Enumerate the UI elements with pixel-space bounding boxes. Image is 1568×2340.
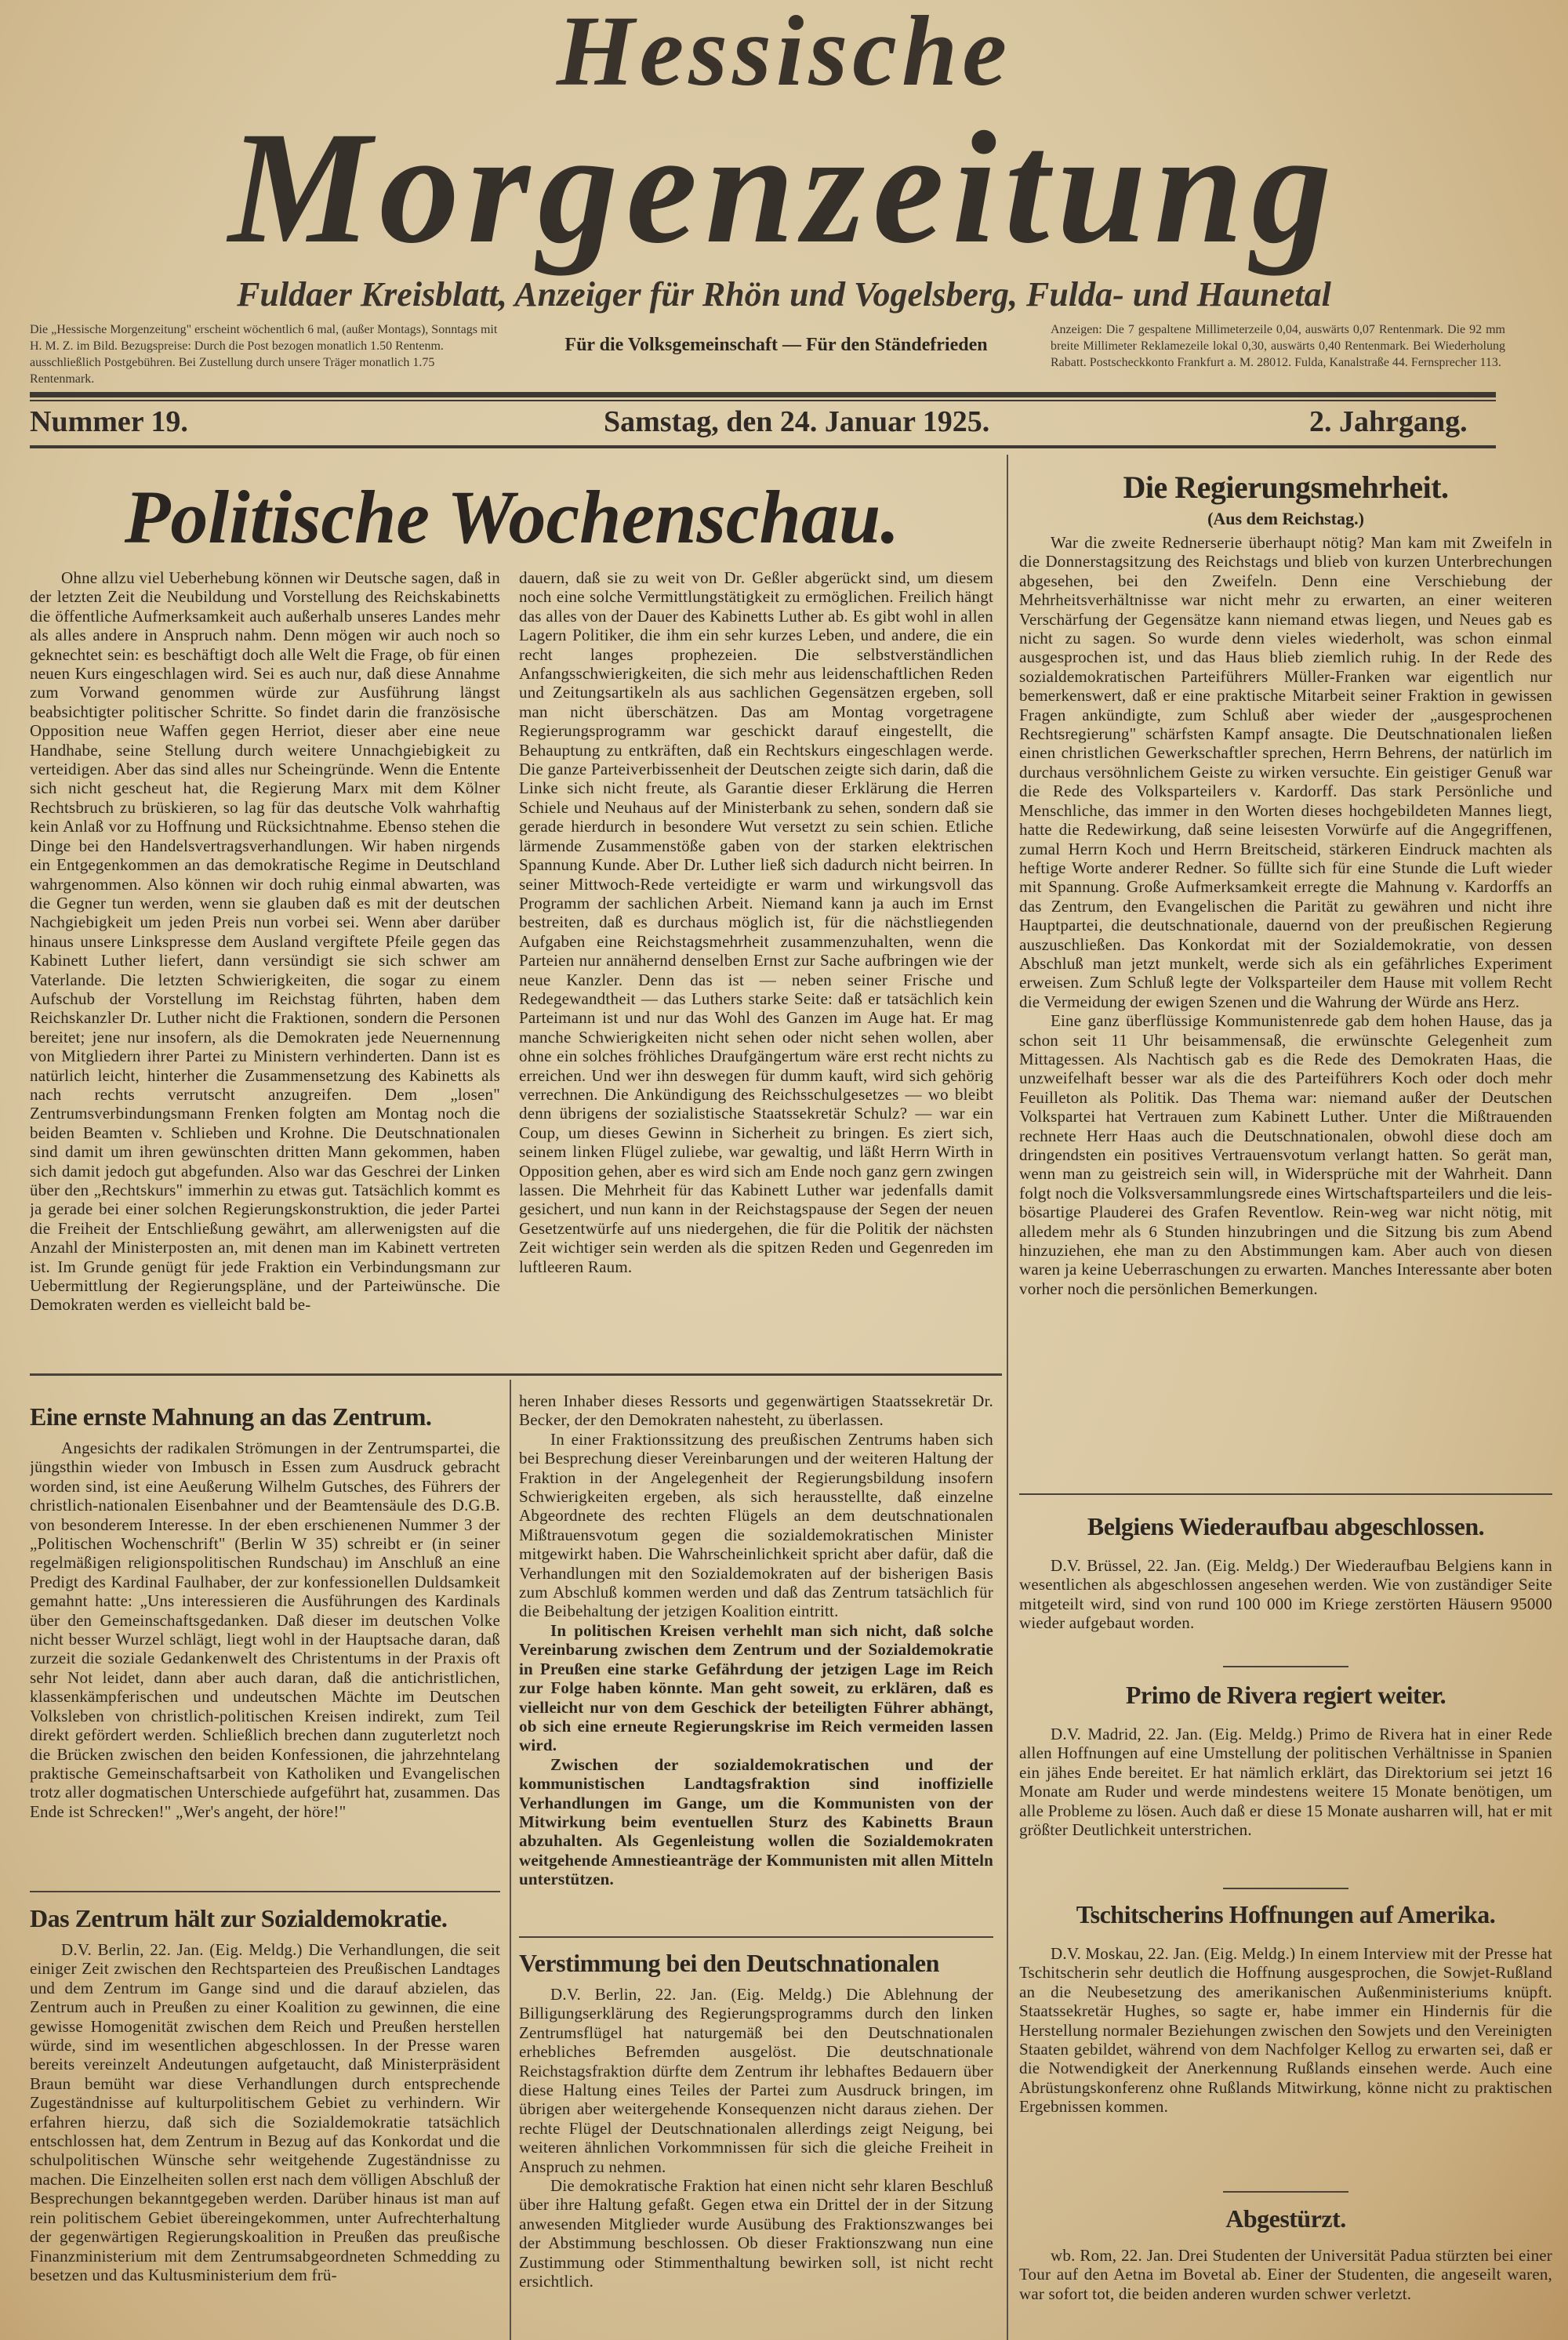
paragraph: Angesichts der radikalen Strömungen in der Zentrumspartei, die jüngsthin wieder von Imbusch in Essen zum Ausdruck gebracht worden sind, ist eine Aeußerung Wilhelm Gutsches, des Führers der christlich-nationalen Eisenbahner und der Beamtensäule des D.G.B. von besonderem Interesse. In der eben erschienenen Nummer 3 der „Politischen Wochenschrift" (Berlin W 35) schreibt er (in seiner regelmäßigen religionspolitischen Rundschau) im Anschluß an eine Predigt des Kardinal Faulhaber, der zur konfessionellen Duldsamkeit gemahnt hatte: „Uns interessieren die Ausführungen des Kardinals über den Gemeinschaftsgedanken. Daß dieser im deutschen Volke nicht besser Wurzel schlägt, liegt wohl in der Hauptsache daran, daß zurzeit die soziale Gedankenwelt des Christentums in der Praxis oft sehr Not leidet, dann aber auch daran, daß die antichristlichen, klassenkämpferischen und undeutschen Mächte im Deutschen Volksleben von christlich-politischen Kreisen indirekt, zum Teil direkt gefördert werden. Schließlich brechen dann zuguterletzt noch die Brücken zwischen den beiden Konfessionen, die jahrzehntelang praktische Gemeinschaftsarbeit von Katholiken und Evangelischen trotz aller dogmatischen Unterschiede aufgeführt hat, zusammen. Das Ende ist Schrecken!" „Wer's angeht, der höre!": [30, 1438, 500, 1821]
paragraph: D.V. Madrid, 22. Jan. (Eig. Meldg.) Primo de Rivera hat in einer Rede allen Hoffnungen auf eine Umstellung der politischen Verhältnisse in Spanien ein jähes Ende bereitet. Er hat nämlich erklärt, das Direktorium sei jetzt 16 Monate am Ruder und werde mindestens weitere 15 Monate benötigen, um alle Probleme zu lösen. Auch daß er diese 15 Monate ausharren will, hat er mit größter Deutlichkeit unterstrichen.: [1019, 1725, 1552, 1840]
article-body-verstimmung: [519, 1985, 993, 2340]
paragraph: D.V. Moskau, 22. Jan. (Eig. Meldg.) In einem Interview mit der Presse hat Tschitscherin sehr deutlich die Hoffnung ausgesprochen, die Sowjet-Rußland an die Neubesetzung des amerikanischen Außenministeriums knüpft. Staatssekretär Hughes, so sagte er, habe immer ein Hindernis für die Herstellung normaler Beziehungen zwischen den Sowjets und den Vereinigten Staaten gebildet, während von dem Nachfolger Kellog zu erwarten sei, daß er die Notwendigkeit der Anerkennung Rußlands einsehen werde. Auch eine Abrüstungskonferenz ohne Rußlands Mitwirkung, könne nicht zu praktischen Ergebnissen kommen.: [1019, 1944, 1552, 2117]
article-title-regierungsmehrheit: Die Regierungsmehrheit.: [1123, 470, 1449, 505]
article-body-mahnung: [30, 1438, 500, 1885]
issue-volume: 2. Jahrgang.: [1309, 405, 1468, 438]
paragraph: In einer Fraktionssitzung des preußischen Zentrums haben sich bei Besprechung dieser Vereinbarungen und der weiteren Haltung der Fraktion in der Angelegenheit der Regierungsbildung insofern Schwierigkeiten ergeben, als sich herausstellte, daß einzelne Abgeordnete des rechten Flügels an dem deutschnationalen Mißtrauensvotum gegen die sozialdemokratischen Minister mitgewirkt haben. Die Wahrscheinlichkeit spricht aber dafür, daß die Verhandlungen mit den Sozialdemokraten auf der bisherigen Basis zum Abschluß kommen werden und daß das Zentrum tatsächlich für die Beibehaltung der jetzigen Koalition eintritt.: [519, 1429, 993, 1621]
masthead-title: Morgenzeitung: [228, 99, 1340, 277]
article-body-zentrum-continued: [519, 1391, 993, 1928]
paragraph: In politischen Kreisen verhehlt man sich nicht, daß solche Vereinbarung zwischen dem Zentrum und der Sozialdemokratie in Preußen eine starke Gefährdung der jetzigen Lage im Reich zur Folge haben könnte. Man geht soweit, zu erklären, daß es vielleicht nur von dem Geschick der beteiligten Führer abhängt, ob sich eine erneute Regierungskrise im Reich vermeiden lassen wird.: [519, 1620, 993, 1755]
masthead-rule: [30, 392, 1496, 401]
article-body-tschitscherin: [1019, 1944, 1552, 2179]
column-divider: [510, 1380, 511, 2340]
dateline-rule: [30, 445, 1496, 448]
article-divider: [519, 1936, 993, 1938]
article-title-wochenschau: Politische Wochenschau.: [124, 475, 900, 559]
paragraph: D.V. Berlin, 22. Jan. (Eig. Meldg.) Die Ablehnung der Billigungserklärung des Regierungsprogramms durch den linken Zentrumsflügel hat naturgemäß bei den Deutschnationalen erhebliches Befremden ausgelöst. Die deutschnationale Reichstagsfraktion dürfte dem Zentrum ihr lebhaftes Bedauern über diese Haltung eines Teiles der Partei zum Ausdruck bringen, im übrigen aber weitergehende Konsequenzen nicht daraus ziehen. Der rechte Flügel der Deutschnationalen allerdings zeigt Neigung, bei weiteren ähnlichen Vorkommnissen für sich die gleiche Freiheit in Anspruch zu nehmen.: [519, 1985, 993, 2176]
article-divider: [1223, 1666, 1348, 1667]
paragraph: Die demokratische Fraktion hat einen nicht sehr klaren Beschluß über ihre Haltung gefaßt. Gegen etwa ein Drittel der in der Sitzung anwesenden Mitglieder wurde Ausübung des Fraktionszwanges bei der Abstimmung beschlossen. Ob dieser Fraktionszwang nun eine Zustimmung oder Stimmenthaltung bewirken soll, ist nicht recht ersichtlich.: [519, 2176, 993, 2291]
article-body-zentrum: [30, 1940, 500, 2340]
article-title-tschitscherin: Tschitscherins Hoffnungen auf Amerika.: [1076, 1900, 1496, 1928]
article-body-regierungsmehrheit: [1019, 533, 1552, 1486]
article-title-zentrum: Das Zentrum hält zur Sozialdemokratie.: [30, 1904, 448, 1932]
paragraph: D.V. Berlin, 22. Jan. (Eig. Meldg.) Die Verhandlungen, die seit einiger Zeit zwischen den Rechtsparteien des Preußischen Landtages und dem Zentrum im Gange sind und die darauf abzielen, das Zentrum auch in Preußen zu einer Koalition zu gewinnen, die eine gewisse Homogenität zwischen dem Reich und Preußen herstellen würde, sind im wesentlichen abgeschlossen. In der Presse waren bereits vereinzelt Andeutungen aufgetaucht, daß Ministerpräsident Braun bemüht war diese Verhandlungen durch entsprechende Zugeständnisse auf kulturpolitischem Gebiet zu verhindern. Wir erfahren hierzu, daß sich die Sozialdemokratie tatsächlich entschlossen hat, dem Zentrum in Bezug auf das Konkordat und die schulpolitischen Wünsche sehr weitgehende Zugeständnisse zu machen. Die Einzelheiten sollen erst nach dem völligen Abschluß der Besprechungen bekanntgegeben werden. Darüber hinaus ist man auf rein politischem Gebiet übereingekommen, unter Aufrechterhaltung der gegenwärtigen Regierungskoalition in Preußen das preußische Finanzministerium mit dem Zentrumsabgeordneten Schmedding zu besetzen und das Kultusministerium dem frü-: [30, 1940, 500, 2284]
article-body-abgestuerzt: [1019, 2246, 1552, 2340]
article-body-belgien: [1019, 1556, 1552, 1654]
article-title-primo: Primo de Rivera regiert weiter.: [1125, 1681, 1446, 1709]
article-title-verstimmung: Verstimmung bei den Deutschnationalen: [519, 1949, 939, 1977]
issue-date: Samstag, den 24. Januar 1925.: [604, 405, 990, 438]
article-title-belgien: Belgiens Wiederaufbau abgeschlossen.: [1087, 1512, 1485, 1540]
article-subtitle-regierungsmehrheit: (Aus dem Reichstag.): [1207, 509, 1364, 528]
article-title-mahnung: Eine ernste Mahnung an das Zentrum.: [30, 1402, 432, 1431]
paragraph: wb. Rom, 22. Jan. Drei Studenten der Universität Padua stürzten bei einer Tour auf den Aetna im Bovetal ab. Einer der Studenten, die angeseilt waren, war sofort tot, die beiden anderen wurden schwer verletzt.: [1019, 2246, 1552, 2303]
article-body-primo: [1019, 1725, 1552, 1881]
paragraph: Ohne allzu viel Ueberhebung können wir Deutsche sagen, daß in der letzten Zeit die Neubildung und Vorstellung des Reichskabinetts die öffentliche Aufmerksamkeit auch außerhalb unseres Landes mehr als alles andere in Anspruch nahm. Denn mögen wir auch noch so geknechtet sein: es beschäftigt doch alle Welt die Frage, ob für einen neuen Kurs eingeschlagen wird. Sei es auch nur, daß diese Annahme zum Vorwand genommen würde zur Ausführung längst beabsichtigter politischer Schritte. So findet darin die französische Opposition neue Waffen gegen Herriot, dieser aber eine neue Handhabe, seine Stellung durch weitere Unnachgiebigkeit zu verteidigen. Aber das sind alles nur Scheingründe. Wenn die Entente sich nicht gescheut hat, die Regierung Marx mit dem Kölner Rechtsbruch zu brüskieren, so lag für das deutsche Volk wahrhaftig kein Anlaß vor zu Hoffnung und Rücksichtnahme. Ebenso stehen die Dinge bei den Handelsvertragsverhandlungen. Wir haben nirgends ein Entgegenkommen an das demokratische Regime in Deutschland wahrgenommen. Also können wir doch ruhig einmal abwarten, was die Gegner tun werden, wenn sie glauben daß es mit der deutschen Nachgiebigkeit um jeden Preis nun vorbei sei. Wenn aber darüber hinaus unsere Linkspresse dem Ausland vergiftete Pfeile gegen das Kabinett Luther liefert, dann versündigt sie sich schwer am Vaterlande. Die letzten Schwierigkeiten, die sogar zu einem Aufschub der Vorstellung im Reichstag führten, haben dem Reichskanzler Dr. Luther nicht die Fraktionen, sondern die Personen bereitet; jene nur insofern, als die Demokraten jede Neuernennung von Mitgliedern ihrer Partei zu Ministern verhinderten. Dann ist es natürlich leicht, hinterher die Zusammensetzung des Kabinetts als nach rechts verrutscht anzugreifen. Dem „losen" Zentrumsverbindungsmann Frenken folgten am Montag noch die beiden Beamten v. Schlieben und Krohne. Die Deutschnationalen sind damit um ihren gewünschten dritten Mann gekommen, haben sich damit jedoch gut abgefunden. Also war das Geschrei der Linken über den „Rechtskurs" immerhin zu etwas gut. Tatsächlich kommt es ja gerade bei einer solchen Regierungskonstruktion, die jeder Partei die Freiheit der Entschließung gewährt, am allerwenigsten auf die Anzahl der Ministerposten an, mit denen man im Kabinett vertreten ist. Im Grunde genügt für jede Fraktion ein Verbindungsmann zur Uebermittlung der Regierungspläne, und der Parteiwünsche. Die Demokraten werden es vielleicht bald be-: [30, 568, 500, 1315]
article-divider: [1019, 1493, 1552, 1495]
article-divider: [30, 1891, 500, 1892]
issue-number: Nummer 19.: [30, 405, 188, 438]
article-body-wochenschau-col2: [519, 568, 993, 1368]
masthead-subtitle: Fuldaer Kreisblatt, Anzeiger für Rhön und Vogelsberg, Fulda- und Haunetal: [237, 275, 1331, 314]
section-divider: [30, 1373, 1002, 1376]
paragraph: dauern, daß sie zu weit von Dr. Geßler abgerückt sind, um diesem noch eine solche Vermittlungstätigkeit zu ermöglichen. Freilich hängt das alles von der Dauer des Kabinetts Luther ab. Es gibt wohl in allen Lagern Politiker, die ihm ein sehr kurzes Leben, und andere, die ein recht langes prophezeien. Die selbstverständlichen Anfangsschwierigkeiten, die sich mehr aus leidenschaftlichen Reden und Zeitungsartikeln als aus sachlichen Gegensätzen ergeben, soll man nicht überschätzen. Das am Montag vorgetragene Regierungsprogramm war geschickt darauf eingestellt, die Behauptung zu entkräften, daß ein Rechtskurs eingeschlagen werde. Die ganze Parteiverbissenheit der Deutschen zeigte sich darin, daß die Linke sich nicht freute, als Garantie dieser Erklärung die Herren Schiele und Neuhaus auf der Ministerbank zu sehen, sondern daß sie gerade hierdurch in besondere Wut versetzt zu sein schien. Etliche lärmende Zusammenstöße gaben von der starken elektrischen Spannung Kunde. Aber Dr. Luther ließ sich dadurch nicht beirren. In seiner Mittwoch-Rede verteidigte er warm und wirkungsvoll das Programm der sachlichen Arbeit. Niemand kann ja auch im Ernst bestreiten, daß es durchaus möglich ist, für die nächstliegenden Aufgaben eine Reichstagsmehrheit zusammenzuhalten, wenn die Parteien nur annähernd denselben Ernst zur Sache aufbringen wie der neue Kanzler. Denn das ist — neben seiner Frische und Redegewandtheit — das Luthers starke Seite: daß er tatsächlich kein Parteimann ist und nur das Wohl des Ganzen im Auge hat. Er mag manche Schwierigkeiten nicht sehen oder nicht sehen wollen, aber ohne ein solches fröhliches Draufgängertum wäre erst recht nichts zu erreichen. Und wer ihn deswegen für dumm kauft, wird sich gehörig verrechnen. Die Ankündigung des Reichsschulgesetzes — wo bleibt denn übrigens der sozialistische Staatssekretär Schulz? — war ein Coup, um dieses Gewinn in Sicherheit zu bringen. Es ziert sich, seinem linken Flügel zuliebe, war gewaltig, und läßt Herrn Wirth in Opposition gehen, aber es wird sich am Ende noch ganz gern zwingen lassen. Die Mehrheit für das Kabinett Luther war jedenfalls damit gesichert, und nun kann in der Reichstagspause der Segen der neuen Gesetzentwürfe auf uns niedergehen, die für die Politik der nächsten Zeit wichtiger sein werden als die spitzen Reden und Gegenreden im luftleeren Raum.: [519, 568, 993, 1276]
article-title-abgestuerzt: Abgestürzt.: [1225, 2204, 1346, 2233]
paragraph: War die zweite Rednerserie überhaupt nötig? Man kam mit Zweifeln in die Donnerstagsitzung des Reichstags und blieb von kurzen Unterbrechungen abgesehen, bei den Zweifeln. Denn eine Verschiebung der Mehrheitsverhältnisse war nicht mehr zu erwarten, an einer weiteren Verschärfung der Gegensätze kann niemand etwas liegen, und Neues gab es nicht zu sagen. So wurde denn vieles wiederholt, was schon einmal ausgesprochen ist, und das Haus blieb ziemlich ruhig. In der Rede des sozialdemokratischen Parteiführers Müller-Franken war eigentlich nur bemerkenswert, daß er eine praktische Mitarbeit seiner Fraktion in gewissen Fragen ankündigte, zum Schluß aber wieder der „ausgesprochenen Rechtsregierung" schärfsten Kampf ansagte. Die Deutschnationalen ließen einen christlichen Gewerkschaftler sprechen, Herrn Behrens, der natürlich im durchaus versöhnlichem Geiste zu wirken versuchte. Ein geistiger Genuß war die Rede des Volksparteilers v. Kardorff. Das stark Persönliche und Menschliche, das immer in den Worten dieses hochgebildeten Mannes liegt, hatte die Redewirkung, daß seine leisesten Vorwürfe auf die Angegriffenen, zumal Herrn Koch und Herrn Breitscheid, stärkeren Eindruck machten als heftige Worte anderer Redner. So füllte sich für eine Stunde die Luft wieder mit Spannung. Große Aufmerksamkeit erregte die Mahnung v. Kardorffs an das Zentrum, den Evangelischen die Parität zu gewähren und nicht ihre Hauptpartei, die deutschnationale, dauernd von der preußischen Regierung auszuschließen. Das Konkordat mit der Sozialdemokratie, von dessen Abschluß man jetzt munkelt, werde sich als ein gefährliches Experiment erweisen. Zum Schluß legte der Volksparteiler dem Hause mit vollem Recht die Vermeidung der ewigen Szenen und die Wahrung der Würde ans Herz.: [1019, 533, 1552, 1011]
article-divider: [1223, 1888, 1348, 1889]
subscription-info: Die „Hessische Morgenzeitung" erscheint wöchentlich 6 mal, (außer Montags), Sonntags mit H. M. Z. im Bild. Bezugspreise: Durch die Post bezogen monatlich 1.50 Rentenm. ausschließlich Postgebühren. Bei Zustellung durch unsere Träger monatlich 1.75 Rentenmark.: [30, 323, 498, 386]
column-divider: [1007, 455, 1008, 2340]
paragraph: Zwischen der sozialdemokratischen und der kommunistischen Landtagsfraktion sind inoffizielle Verhandlungen im Gange, um die Kommunisten von der Mitwirkung beim eventuellen Sturz des Kabinetts Braun abzuhalten. Als Gegenleistung wollen die Sozialdemokraten weitgehende Amnestieanträge der Kommunisten mit allen Mitteln unterstützen.: [519, 1754, 993, 1889]
article-body-wochenschau-col1: [30, 568, 500, 1368]
paragraph: heren Inhaber dieses Ressorts und gegenwärtigen Staatssekretär Dr. Becker, der den Demokraten nahesteht, zu überlassen.: [519, 1391, 993, 1430]
advertising-info: Anzeigen: Die 7 gespaltene Millimeterzeile 0,04, auswärts 0,07 Rentenmark. Die 92 mm breite Millimeter Reklamezeile lokal 0,30, auswärts 0,40 Rentenmark. Bei Wiederholung Rabatt. Postscheckkonto Frankfurt a. M. 28012. Fulda, Kanalstraße 44. Fernsprecher 113.: [1051, 323, 1505, 369]
paragraph: Eine ganz überflüssige Kommunistenrede gab dem hohen Hause, das ja schon seit 11 Uhr beisammensaß, die erwünschte Gelegenheit zum Mittagessen. Als Nachtisch gab es die Rede des Demokraten Haas, die unzweifelhaft besser war als die des Parteiführers Koch oder doch mehr Feuilleton als Politik. Das Thema war: niemand außer der Deutschen Volkspartei hat Vertrauen zum Kabinett Luther. Unter die Mißtrauenden rechnete Herr Haas auch die Deutschnationalen, obwohl diese doch am dringendsten ein positives Vertrauensvotum verlangt hatten. So gerät man, wenn man zu geistreich sein will, in Widersprüche mit der Wahrheit. Dann folgt noch die Volksversammlungsrede eines Wirtschaftsparteilers und die leis-bösartige Plauderei des Grafen Reventlow. Rein-weg war nicht nötig, mit alledem mehr als 6 Stunden hinzubringen und die Sitzung bis zum Abend hinzuziehen, ehe man zu den Abstimmungen kam. Aber auch von diesen waren ja keine Ueberraschungen zu erwarten. Manches Interessante aber boten vorher noch die persönlichen Bemerkungen.: [1019, 1011, 1552, 1298]
article-divider: [1223, 2191, 1348, 2193]
paragraph: D.V. Brüssel, 22. Jan. (Eig. Meldg.) Der Wiederaufbau Belgiens kann in wesentlichen als abgeschlossen angesehen werden. Wie von zuständiger Seite mitgeteilt wird, sind von rund 100 000 im Kriege zerstörten Häusern 95000 wieder aufgebaut worden.: [1019, 1556, 1552, 1633]
masthead-motto: Für die Volksgemeinschaft — Für den Ständefrieden: [564, 335, 988, 355]
masthead-title-top: Hessische: [556, 0, 1012, 107]
